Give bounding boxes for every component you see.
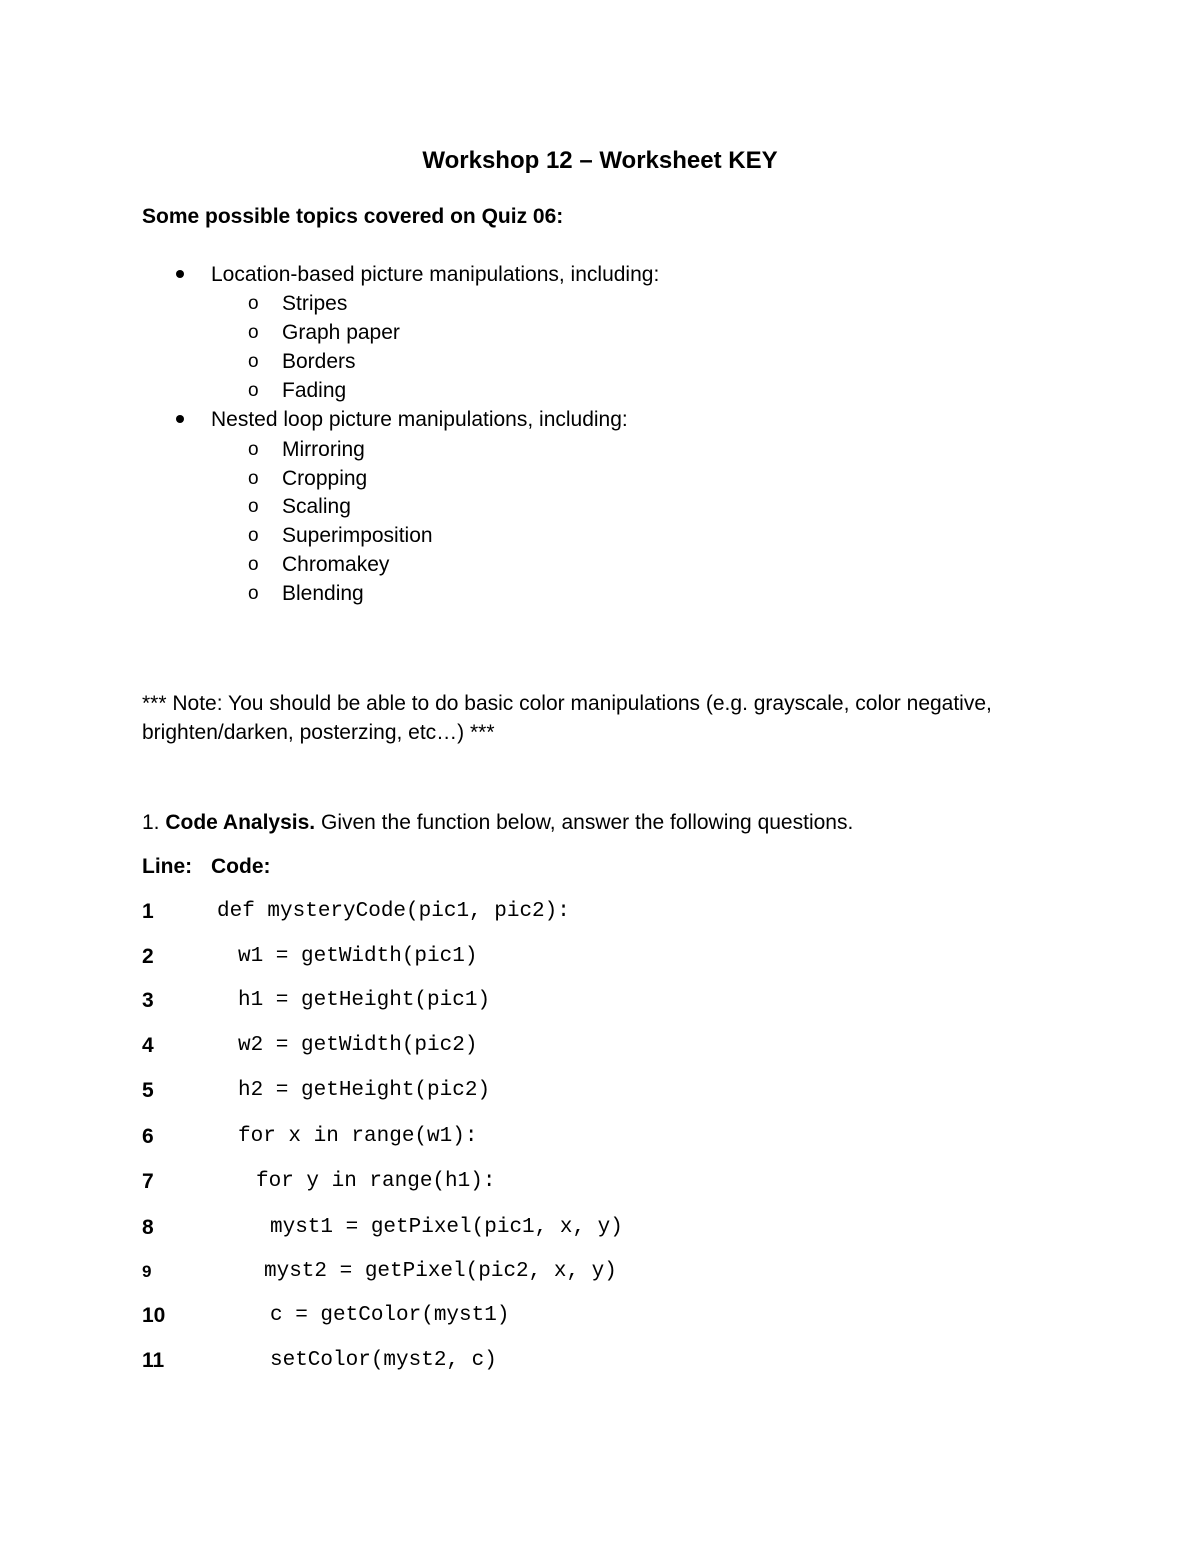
line-number: 4 bbox=[142, 1034, 154, 1057]
sub-item: Chromakey bbox=[282, 553, 390, 576]
question-heading bbox=[142, 810, 853, 836]
question-label: Code Analysis. bbox=[165, 811, 316, 834]
line-number: 7 bbox=[142, 1170, 154, 1193]
sub-bullet-marker: o bbox=[248, 380, 259, 401]
sub-bullet-marker: o bbox=[248, 468, 259, 489]
code-header-code: Code: bbox=[211, 855, 271, 878]
question-number: 1. bbox=[142, 811, 160, 834]
sub-bullet-marker: o bbox=[248, 554, 259, 575]
line-number: 11 bbox=[142, 1349, 165, 1372]
sub-bullet-marker: o bbox=[248, 525, 259, 546]
bullet-label: Nested loop picture manipulations, including: bbox=[211, 408, 628, 431]
sub-item: Superimposition bbox=[282, 524, 433, 547]
sub-bullet-marker: o bbox=[248, 351, 259, 372]
sub-item: Stripes bbox=[282, 292, 348, 315]
question-text: Given the function below, answer the following questions. bbox=[320, 811, 854, 834]
line-number: 9 bbox=[142, 1262, 152, 1281]
code-line: for x in range(w1): bbox=[238, 1125, 478, 1148]
code-header-line: Line: bbox=[142, 855, 193, 878]
sub-item: Fading bbox=[282, 379, 347, 402]
sub-item: Cropping bbox=[282, 467, 368, 490]
code-line: c = getColor(myst1) bbox=[270, 1304, 510, 1327]
code-line: myst2 = getPixel(pic2, x, y) bbox=[264, 1260, 617, 1283]
bullet-dot bbox=[176, 270, 184, 278]
line-number: 10 bbox=[142, 1304, 166, 1327]
code-line: setColor(myst2, c) bbox=[270, 1349, 497, 1372]
code-line: w2 = getWidth(pic2) bbox=[238, 1034, 478, 1057]
line-number: 1 bbox=[142, 900, 154, 923]
topics-heading: Some possible topics covered on Quiz 06: bbox=[142, 205, 564, 228]
code-line: for y in range(h1): bbox=[256, 1170, 496, 1193]
bullet-label: Location-based picture manipulations, including: bbox=[211, 263, 660, 286]
page-title: Workshop 12 – Worksheet KEY bbox=[422, 147, 778, 174]
sub-item: Scaling bbox=[282, 495, 351, 518]
sub-bullet-marker: o bbox=[248, 439, 259, 460]
sub-item: Mirroring bbox=[282, 438, 365, 461]
sub-item: Borders bbox=[282, 350, 356, 373]
code-line: w1 = getWidth(pic1) bbox=[238, 945, 478, 968]
note-line: brighten/darken, posterzing, etc…) *** bbox=[142, 721, 495, 744]
sub-bullet-marker: o bbox=[248, 496, 259, 517]
code-line: h1 = getHeight(pic1) bbox=[238, 989, 491, 1012]
code-line: def mysteryCode(pic1, pic2): bbox=[217, 900, 570, 923]
sub-bullet-marker: o bbox=[248, 322, 259, 343]
sub-item: Blending bbox=[282, 582, 364, 605]
note-line: *** Note: You should be able to do basic color manipulations (e.g. grayscale, color negative, bbox=[142, 692, 992, 715]
sub-bullet-marker: o bbox=[248, 583, 259, 604]
code-line: myst1 = getPixel(pic1, x, y) bbox=[270, 1216, 623, 1239]
line-number: 2 bbox=[142, 945, 154, 968]
line-number: 6 bbox=[142, 1125, 154, 1148]
sub-item: Graph paper bbox=[282, 321, 400, 344]
bullet-dot bbox=[176, 415, 184, 423]
line-number: 5 bbox=[142, 1079, 154, 1102]
line-number: 3 bbox=[142, 989, 154, 1012]
sub-bullet-marker: o bbox=[248, 293, 259, 314]
code-line: h2 = getHeight(pic2) bbox=[238, 1079, 491, 1102]
line-number: 8 bbox=[142, 1216, 154, 1239]
